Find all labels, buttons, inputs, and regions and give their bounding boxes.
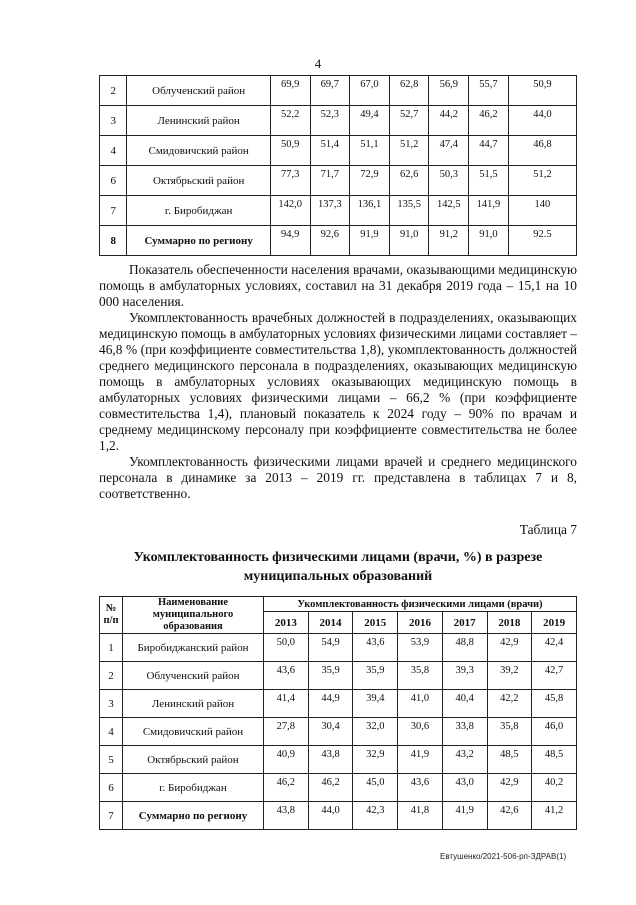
header-num: № п/п [100, 597, 123, 634]
cell-value: 43,8 [308, 746, 353, 774]
cell-value: 35,9 [353, 662, 398, 690]
row-number: 5 [100, 746, 123, 774]
row-name: Смидовичский район [123, 718, 264, 746]
table-row [100, 774, 577, 802]
cell-value: 135,5 [389, 196, 429, 226]
row-name: г. Биробиджан [123, 774, 264, 802]
cell-value: 45,0 [353, 774, 398, 802]
cell-value: 41,0 [398, 690, 443, 718]
cell-value: 48,5 [487, 746, 532, 774]
cell-value: 51,2 [389, 136, 429, 166]
row-number: 7 [100, 196, 127, 226]
cell-value: 39,2 [487, 662, 532, 690]
year-header: 2014 [308, 612, 353, 634]
cell-value: 42,9 [487, 774, 532, 802]
year-header: 2018 [487, 612, 532, 634]
cell-value: 46,2 [308, 774, 353, 802]
table-label: Таблица 7 [519, 522, 577, 537]
row-number: 3 [100, 690, 123, 718]
cell-value: 54,9 [308, 634, 353, 662]
cell-value: 35,9 [308, 662, 353, 690]
cell-value: 67,0 [350, 76, 390, 106]
cell-value: 45,8 [532, 690, 577, 718]
cell-value: 42,4 [532, 634, 577, 662]
cell-value: 27,8 [264, 718, 309, 746]
cell-value: 92.5 [508, 226, 576, 256]
cell-value: 41,9 [442, 802, 487, 830]
row-number: 2 [100, 662, 123, 690]
table-row [100, 166, 577, 196]
cell-value: 50,3 [429, 166, 469, 196]
cell-value: 91,0 [389, 226, 429, 256]
cell-value: 40,2 [532, 774, 577, 802]
cell-value: 46,2 [264, 774, 309, 802]
cell-value: 51,1 [350, 136, 390, 166]
cell-value: 44,2 [429, 106, 469, 136]
cell-value: 40,9 [264, 746, 309, 774]
table-row [100, 136, 577, 166]
cell-value: 32,0 [353, 718, 398, 746]
table-row [100, 690, 577, 718]
cell-value: 42,2 [487, 690, 532, 718]
cell-value: 69,9 [270, 76, 310, 106]
cell-value: 41,2 [532, 802, 577, 830]
year-header: 2016 [398, 612, 443, 634]
body-text [99, 262, 577, 502]
cell-value: 42,3 [353, 802, 398, 830]
table-7 [99, 596, 577, 830]
row-number: 4 [100, 136, 127, 166]
cell-value: 30,6 [398, 718, 443, 746]
row-name: г. Биробиджан [127, 196, 270, 226]
cell-value: 142,5 [429, 196, 469, 226]
paragraph: Укомплектованность физическими лицами врачей и среднего медицинского персонала в динамике за 2013 – 2019 гг. представлена в таблицах 7 и 8, соответственно. [99, 454, 577, 501]
header-name: Наименование муниципального образования [123, 597, 264, 634]
cell-value: 51,4 [310, 136, 350, 166]
table-row [100, 196, 577, 226]
cell-value: 51,2 [508, 166, 576, 196]
top-table [99, 75, 577, 256]
cell-value: 48,5 [532, 746, 577, 774]
cell-value: 49,4 [350, 106, 390, 136]
year-header: 2019 [532, 612, 577, 634]
cell-value: 48,8 [442, 634, 487, 662]
cell-value: 33,8 [442, 718, 487, 746]
year-header: 2015 [353, 612, 398, 634]
row-number: 8 [100, 226, 127, 256]
cell-value: 39,3 [442, 662, 487, 690]
row-number: 6 [100, 166, 127, 196]
year-header: 2013 [264, 612, 309, 634]
paragraph: Показатель обеспеченности населения врачами, оказывающими медицинскую помощь в амбулаторных условиях, составил на 31 декабря 2019 года – 15,1 на 10 000 населения. [99, 262, 577, 309]
cell-value: 136,1 [350, 196, 390, 226]
table-row [100, 106, 577, 136]
cell-value: 41,9 [398, 746, 443, 774]
cell-value: 91,9 [350, 226, 390, 256]
cell-value: 50,0 [264, 634, 309, 662]
cell-value: 140 [508, 196, 576, 226]
cell-value: 50,9 [270, 136, 310, 166]
cell-value: 41,4 [264, 690, 309, 718]
cell-value: 43,8 [264, 802, 309, 830]
row-number: 6 [100, 774, 123, 802]
cell-value: 94,9 [270, 226, 310, 256]
document-footer: Евтушенко/2021-506-рп-ЗДРАВ(1) [440, 852, 567, 861]
cell-value: 141,9 [469, 196, 509, 226]
cell-value: 35,8 [398, 662, 443, 690]
cell-value: 44,9 [308, 690, 353, 718]
row-number: 1 [100, 634, 123, 662]
cell-value: 52,2 [270, 106, 310, 136]
cell-value: 39,4 [353, 690, 398, 718]
cell-value: 52,3 [310, 106, 350, 136]
cell-value: 30,4 [308, 718, 353, 746]
table-row [100, 718, 577, 746]
cell-value: 44,0 [508, 106, 576, 136]
header-group: Укомплектованность физическими лицами (врачи) [264, 597, 577, 612]
cell-value: 51,5 [469, 166, 509, 196]
cell-value: 43,0 [442, 774, 487, 802]
row-name: Облученский район [127, 76, 270, 106]
cell-value: 42,6 [487, 802, 532, 830]
row-name: Октябрьский район [127, 166, 270, 196]
table-row [100, 634, 577, 662]
cell-value: 55,7 [469, 76, 509, 106]
row-name: Облученский район [123, 662, 264, 690]
cell-value: 35,8 [487, 718, 532, 746]
cell-value: 43,6 [353, 634, 398, 662]
cell-value: 91,2 [429, 226, 469, 256]
cell-value: 77,3 [270, 166, 310, 196]
row-number: 3 [100, 106, 127, 136]
cell-value: 43,6 [398, 774, 443, 802]
cell-value: 42,9 [487, 634, 532, 662]
row-number: 7 [100, 802, 123, 830]
cell-value: 91,0 [469, 226, 509, 256]
row-name: Суммарно по региону [123, 802, 264, 830]
row-name: Ленинский район [123, 690, 264, 718]
cell-value: 43,6 [264, 662, 309, 690]
cell-value: 46,0 [532, 718, 577, 746]
table-row [100, 76, 577, 106]
table-row [100, 226, 577, 256]
row-number: 4 [100, 718, 123, 746]
cell-value: 92,6 [310, 226, 350, 256]
cell-value: 72,9 [350, 166, 390, 196]
cell-value: 41,8 [398, 802, 443, 830]
row-name: Ленинский район [127, 106, 270, 136]
cell-value: 71,7 [310, 166, 350, 196]
paragraph: Укомплектованность врачебных должностей в подразделениях, оказывающих медицинскую помощь в амбулаторных условиях физическими лицами составляет – 46,8 % (при коэффициенте совместительства 1,8), укомплектованность должностей среднего медицинского персонала в подразделениях, оказывающих медицинскую помощь в амбулаторных условиях оказывающих медицинскую помощь в амбулаторных условиях физическими лицами – 66,2 % (при коэффициенте совместительства 1,4), плановый показатель к 2024 году – 90% по врачам и среднему медицинскому персоналу при коэффициенте совместительства не более 1,2. [99, 310, 577, 453]
cell-value: 47,4 [429, 136, 469, 166]
cell-value: 62,8 [389, 76, 429, 106]
table-row [100, 802, 577, 830]
table-row [100, 662, 577, 690]
cell-value: 32,9 [353, 746, 398, 774]
cell-value: 52,7 [389, 106, 429, 136]
table-row [100, 746, 577, 774]
cell-value: 46,8 [508, 136, 576, 166]
row-number: 2 [100, 76, 127, 106]
cell-value: 69,7 [310, 76, 350, 106]
row-name: Биробиджанский район [123, 634, 264, 662]
cell-value: 50,9 [508, 76, 576, 106]
row-name: Суммарно по региону [127, 226, 270, 256]
year-header: 2017 [442, 612, 487, 634]
cell-value: 53,9 [398, 634, 443, 662]
cell-value: 44,0 [308, 802, 353, 830]
row-name: Октябрьский район [123, 746, 264, 774]
row-name: Смидовичский район [127, 136, 270, 166]
table-title: Укомплектованность физическими лицами (врачи, %) в разрезе муниципальных образований [133, 550, 543, 584]
cell-value: 142,0 [270, 196, 310, 226]
cell-value: 43,2 [442, 746, 487, 774]
cell-value: 137,3 [310, 196, 350, 226]
cell-value: 46,2 [469, 106, 509, 136]
cell-value: 40,4 [442, 690, 487, 718]
cell-value: 56,9 [429, 76, 469, 106]
page-number: 4 [314, 56, 322, 71]
cell-value: 44,7 [469, 136, 509, 166]
cell-value: 62,6 [389, 166, 429, 196]
cell-value: 42,7 [532, 662, 577, 690]
